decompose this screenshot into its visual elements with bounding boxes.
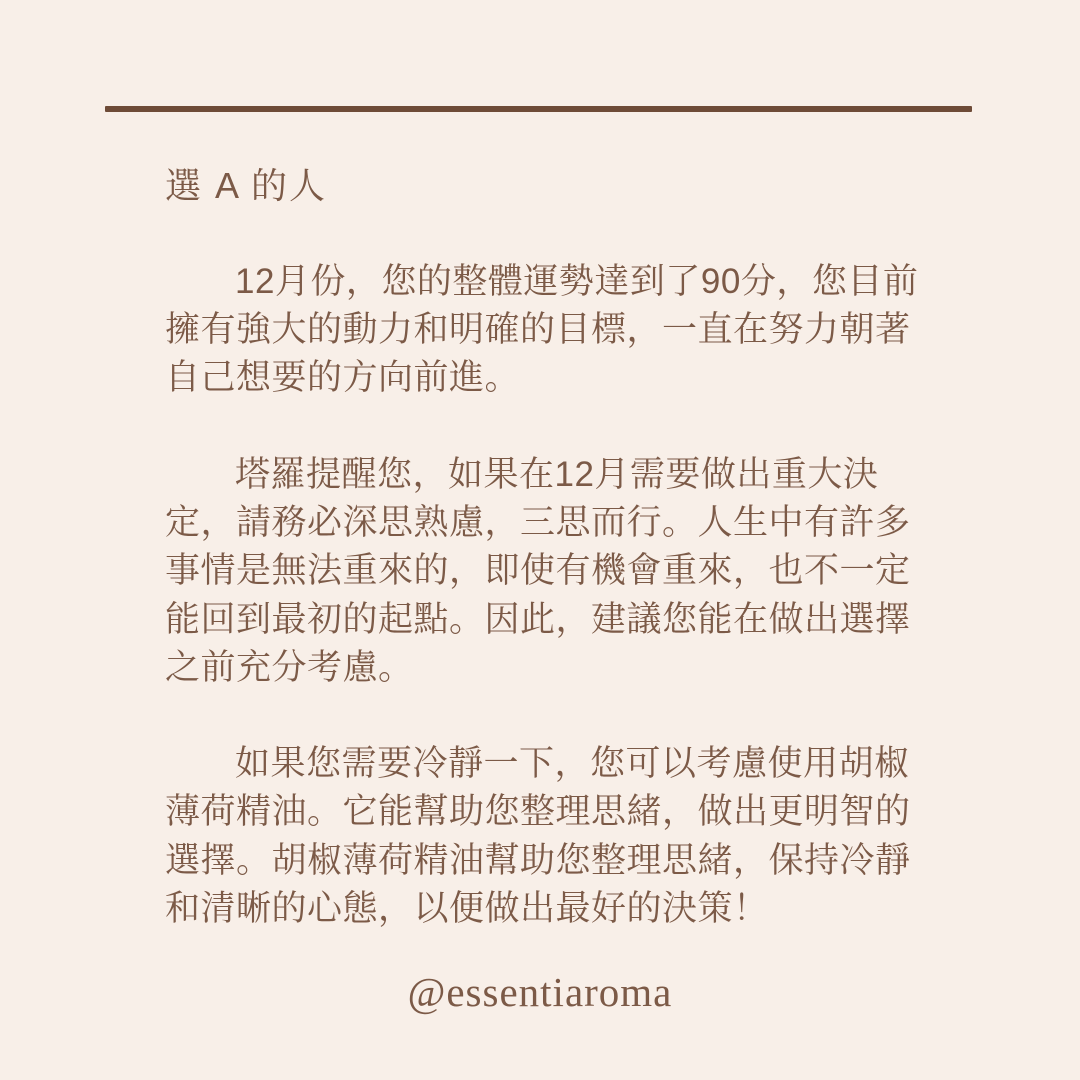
account-handle: @essentiaroma	[407, 969, 673, 1015]
content-area	[165, 163, 933, 933]
paragraph-fortune: 12月份，您的整體運勢達到了90分，您目前擁有強大的動力和明確的目標，一直在努力朝著自己想要的方向前進。	[165, 261, 919, 398]
paragraph-essential-oil: 如果您需要冷靜一下，您可以考慮使用胡椒薄荷精油。它能幫助您整理思緒，做出更明智的選擇。胡椒薄荷精油幫助您整理思緒，保持冷靜和清晰的心態，以便做出最好的決策！	[165, 744, 911, 929]
section-heading: 選 A 的人	[165, 165, 328, 206]
top-divider	[105, 106, 972, 112]
paragraph-tarot-advice: 塔羅提醒您，如果在12月需要做出重大決定，請務必深思熟慮，三思而行。人生中有許多事情是無法重來的，即使有機會重來，也不一定能回到最初的起點。因此，建議您能在做出選擇之前充分考慮。	[165, 454, 911, 687]
